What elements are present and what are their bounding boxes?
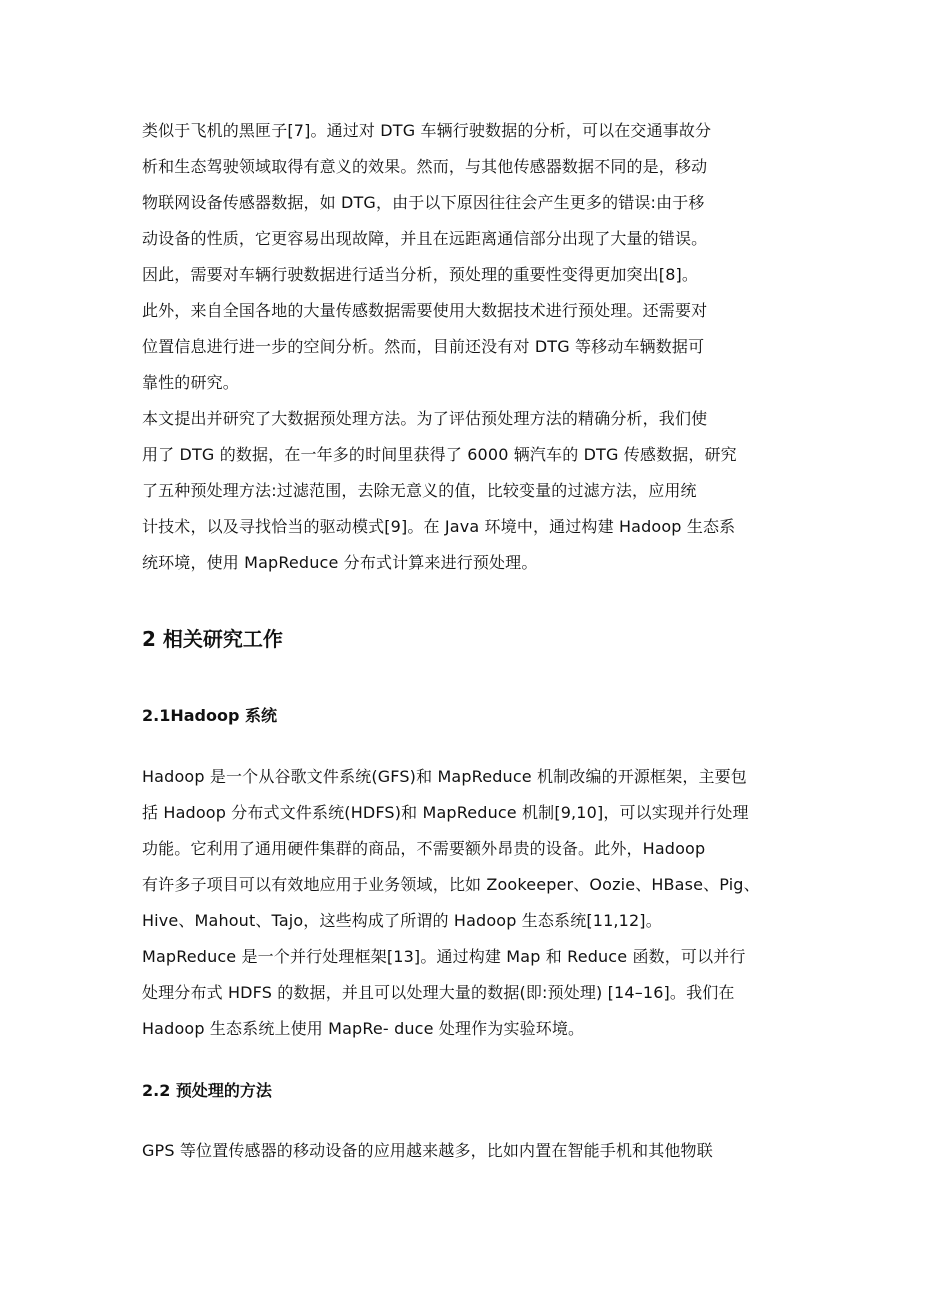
paragraph-line: 析和生态驾驶领域取得有意义的效果。然而，与其他传感器数据不同的是，移动 [142,157,708,176]
paragraph-line: GPS 等位置传感器的移动设备的应用越来越多，比如内置在智能手机和其他物联 [142,1141,713,1160]
paragraph-line: 物联网设备传感器数据，如 DTG，由于以下原因往往会产生更多的错误:由于移 [142,193,705,212]
paragraph-line: 处理分布式 HDFS 的数据，并且可以处理大量的数据(即:预处理) [14–16]。我们在 [142,983,735,1002]
paragraph-line: 用了 DTG 的数据，在一年多的时间里获得了 6000 辆汽车的 DTG 传感数据，研究 [142,445,737,464]
paragraph-line: 有许多子项目可以有效地应用于业务领域，比如 Zookeeper、Oozie、HBase、Pig、 [142,875,760,894]
section-heading: 2 相关研究工作 [142,627,283,651]
paragraph-line: 靠性的研究。 [142,373,239,392]
paragraph-line: 此外，来自全国各地的大量传感数据需要使用大数据技术进行预处理。还需要对 [142,301,708,320]
paragraph-line: 因此，需要对车辆行驶数据进行适当分析，预处理的重要性变得更加突出[8]。 [142,265,699,284]
subsection-heading: 2.1Hadoop 系统 [142,706,277,725]
paragraph-line: 本文提出并研究了大数据预处理方法。为了评估预处理方法的精确分析，我们使 [142,409,708,428]
paragraph-line: MapReduce 是一个并行处理框架[13]。通过构建 Map 和 Reduce 函数，可以并行 [142,947,746,966]
paragraph-line: 计技术，以及寻找恰当的驱动模式[9]。在 Java 环境中，通过构建 Hadoop 生态系 [142,517,736,536]
paragraph-line: Hadoop 是一个从谷歌文件系统(GFS)和 MapReduce 机制改编的开源框架，主要包 [142,767,747,786]
paragraph-line: Hive、Mahout、Tajo，这些构成了所谓的 Hadoop 生态系统[11,12]。 [142,911,662,930]
paragraph-line: 位置信息进行进一步的空间分析。然而，目前还没有对 DTG 等移动车辆数据可 [142,337,705,356]
paragraph-line: 类似于飞机的黑匣子[7]。通过对 DTG 车辆行驶数据的分析，可以在交通事故分 [142,121,712,140]
paragraph-line: 统环境，使用 MapReduce 分布式计算来进行预处理。 [142,553,538,572]
paragraph-line: 括 Hadoop 分布式文件系统(HDFS)和 MapReduce 机制[9,10]，可以实现并行处理 [142,803,749,822]
paragraph-line: 功能。它利用了通用硬件集群的商品，不需要额外昂贵的设备。此外，Hadoop [142,839,706,858]
paragraph-line: 了五种预处理方法:过滤范围，去除无意义的值，比较变量的过滤方法，应用统 [142,481,697,500]
paragraph-line: Hadoop 生态系统上使用 MapRe- duce 处理作为实验环境。 [142,1019,585,1038]
paragraph-line: 动设备的性质，它更容易出现故障，并且在远距离通信部分出现了大量的错误。 [142,229,708,248]
subsection-heading: 2.2 预处理的方法 [142,1081,272,1100]
